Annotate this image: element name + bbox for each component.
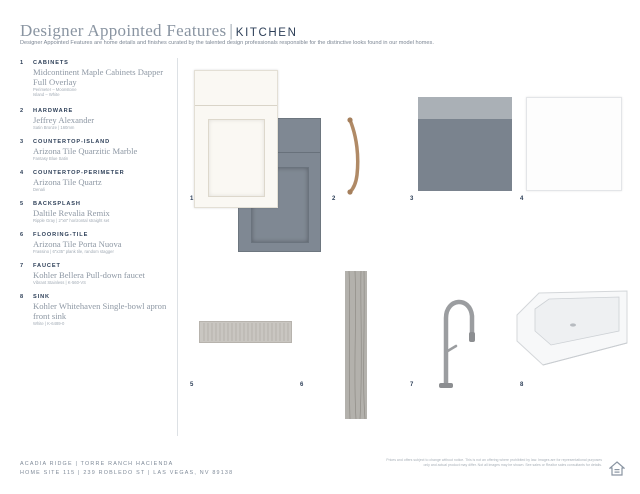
- feature-name: Arizona Tile Quartz: [33, 177, 102, 187]
- title-separator: |: [229, 21, 233, 40]
- feature-number: 3: [20, 139, 24, 145]
- feature-name: Kohler Bellera Pull-down faucet: [33, 270, 145, 280]
- feature-item-backsplash: [20, 201, 170, 232]
- flooring-tile-image: [345, 271, 367, 419]
- feature-category: SINK: [33, 294, 50, 300]
- feature-item-flooring-tile: [20, 232, 170, 263]
- feature-item-countertop-perimeter: [20, 170, 170, 201]
- feature-list: [20, 60, 170, 334]
- countertop-perimeter-swatch: [526, 97, 622, 191]
- feature-name: Kohler Whitehaven Single-bowl apron front sink: [33, 301, 167, 321]
- feature-name: Arizona Tile Quarzitic Marble: [33, 146, 138, 156]
- feature-detail: Island – White: [33, 92, 60, 98]
- footer-homesite: HOME SITE 115 | 239 ROBLEDO ST | LAS VEGAS, NV 89138: [20, 470, 234, 476]
- feature-category: HARDWARE: [33, 108, 74, 114]
- feature-name: Daltile Revalia Remix: [33, 208, 110, 218]
- feature-item-cabinets: [20, 60, 170, 108]
- feature-detail: White | K-6489-0: [33, 321, 65, 326]
- feature-number: 8: [20, 294, 24, 300]
- photo-number-8: 8: [520, 382, 524, 388]
- feature-number: 7: [20, 263, 24, 269]
- feature-number: 5: [20, 201, 24, 207]
- feature-name: Jeffrey Alexander: [33, 115, 95, 125]
- photo-number-1: 1: [190, 196, 194, 202]
- feature-item-hardware: [20, 108, 170, 139]
- wood-grain-texture: [345, 271, 367, 419]
- equal-housing-icon: [609, 461, 625, 477]
- photo-number-2: 2: [332, 196, 336, 202]
- title-subtitle: KITCHEN: [235, 27, 298, 39]
- ripple-texture: [200, 322, 291, 342]
- feature-detail: Perimeter – Moonstone: [33, 87, 77, 92]
- title-main: Designer Appointed Features: [20, 21, 227, 40]
- feature-detail: Vibrant Stainless | K-560-VS: [33, 280, 86, 285]
- photo-number-3: 3: [410, 196, 414, 202]
- footer-disclaimer: Prices and offers subject to change without notice. This is not an offering where prohibited by law. Images are for representational purposes only and actual product may differ. Not all images may be shown. See sales or Realtor sales consultants for details.: [386, 458, 602, 467]
- feature-category: CABINETS: [33, 60, 69, 66]
- footer-community: ACADIA RIDGE | TORRE RANCH HACIENDA: [20, 461, 174, 467]
- feature-item-sink: [20, 294, 170, 334]
- feature-number: 4: [20, 170, 24, 176]
- feature-category: FLOORING-TILE: [33, 232, 89, 238]
- countertop-island-swatch: [418, 97, 512, 191]
- photo-number-5: 5: [190, 382, 194, 388]
- feature-detail: Denali: [33, 187, 45, 192]
- footer-address: [20, 460, 233, 478]
- feature-detail: Satin Bronze | 160mm: [33, 125, 75, 130]
- feature-item-faucet: [20, 263, 170, 294]
- faucet-image: [428, 290, 478, 390]
- feature-category: COUNTERTOP-PERIMETER: [33, 170, 125, 176]
- cabinet-white-image: [194, 70, 278, 208]
- door-panel: [208, 119, 265, 197]
- photo-number-4: 4: [520, 196, 524, 202]
- feature-name: Arizona Tile Porta Nuova: [33, 239, 122, 249]
- backsplash-tile-image: [199, 321, 292, 343]
- feature-category: FAUCET: [33, 263, 61, 269]
- photo-number-7: 7: [410, 382, 414, 388]
- column-divider: [177, 58, 178, 436]
- feature-category: COUNTERTOP-ISLAND: [33, 139, 111, 145]
- feature-category: BACKSPLASH: [33, 201, 81, 207]
- feature-name: Midcontinent Maple Cabinets Dapper Full Overlay: [33, 67, 164, 87]
- intro-text: Designer Appointed Features are home details and finishes curated by the talented design professionals responsible for the distinctive looks found in our model homes.: [20, 40, 434, 46]
- feature-number: 6: [20, 232, 24, 238]
- feature-item-countertop-island: [20, 139, 170, 170]
- drawer-line: [195, 105, 277, 106]
- countertop-edge: [418, 97, 512, 119]
- cabinet-pull-image: [345, 117, 363, 195]
- feature-detail: Fantasy Blue Satin: [33, 156, 69, 161]
- feature-number: 1: [20, 60, 24, 66]
- apron-sink-image: [515, 285, 630, 367]
- photo-number-6: 6: [300, 382, 304, 388]
- page-title: [20, 21, 297, 41]
- feature-number: 2: [20, 108, 24, 114]
- feature-detail: Ripple Gray | 2"x8" horizontal straight set: [33, 218, 110, 223]
- feature-detail: Frassino | 6"x35" plank tile, random stagger: [33, 249, 114, 254]
